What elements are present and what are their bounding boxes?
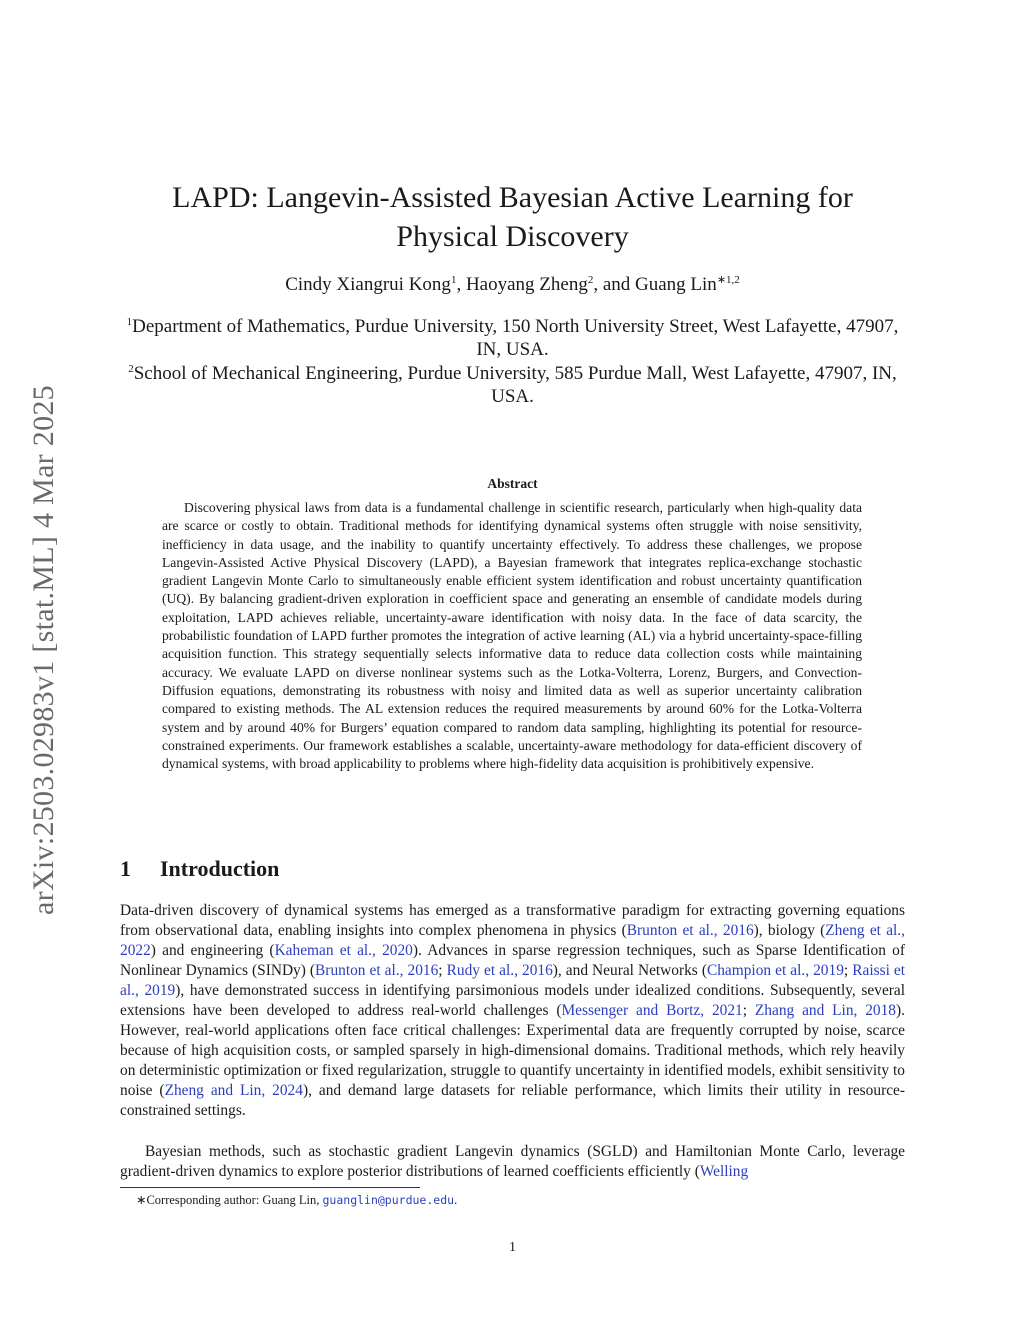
citation-link[interactable]: Zhang and Lin, 2018 <box>754 1002 896 1019</box>
affiliation-text: Department of Mathematics, Purdue University, 150 North University Street, West Lafayette, 47907, IN, USA. <box>132 316 899 360</box>
footnote-punctuation: . <box>454 1193 458 1207</box>
paragraph-text: ; <box>438 962 447 979</box>
footnote-text: ∗Corresponding author: Guang Lin, <box>136 1193 323 1207</box>
paragraph-text: ) and engineering ( <box>150 942 275 959</box>
author-name: Cindy Xiangrui Kong <box>285 274 451 295</box>
paragraph-text: ; <box>742 1002 755 1019</box>
intro-paragraph <box>120 1142 905 1182</box>
citation-link[interactable]: Messenger and Bortz, 2021 <box>561 1002 743 1019</box>
arxiv-identifier-stamp: arXiv:2503.02983v1 [stat.ML] 4 Mar 2025 <box>27 385 60 915</box>
paragraph-text: ), have demonstrated success in identifying parsimonious models under idealized conditions. Subsequently, several extensions have been developed to address real-world challenges ( <box>120 982 906 1019</box>
footnote <box>136 1192 457 1208</box>
page-number: 1 <box>509 1240 516 1255</box>
footnote-divider <box>120 1187 420 1188</box>
affiliation-text: School of Mechanical Engineering, Purdue University, 585 Purdue Mall, West Lafayette, 47907, IN, USA. <box>133 363 897 407</box>
affiliation-mark: 2 <box>128 363 134 375</box>
citation-link[interactable]: Welling <box>699 1163 749 1180</box>
paragraph-text: ), and Neural Networks ( <box>552 962 707 979</box>
abstract-text: Discovering physical laws from data is a fundamental challenge in scientific research, particularly when high-quality data are scarce or costly to obtain. Traditional methods for identifying dynamical systems often struggle with noise sensitivity, inefficiency in data usage, and the inability to quantify uncertainty effectively. To address these challenges, we propose Langevin-Assisted Active Physical Discovery (LAPD), a Bayesian framework that integrates replica-exchange stochastic gradient Langevin Monte Carlo to simultaneously enable efficient system identification and robust uncertainty quantification (UQ). By balancing gradient-driven exploration in coefficient space and generating an ensemble of candidate models during exploitation, LAPD achieves reliable, uncertainty-aware identification with noisy data. In the face of data scarcity, the probabilistic foundation of LAPD further promotes the integration of active learning (AL) via a hybrid uncertainty-space-filling acquisition function. This strategy sequentially selects informative data to reduce data collection costs while maintaining accuracy. We evaluate LAPD on diverse nonlinear systems such as the Lotka-Volterra, Lorenz, Burgers, and Convection-Diffusion equations, demonstrating its robustness with noisy and limited data as well as superior uncertainty calibration compared to existing methods. The AL extension reduces the required measurements by around 60% for the Lotka-Volterra system and by around 40% for Burgers’ equation compared to random data sampling, highlighting its potential for resource-constrained experiments. Our framework establishes a scalable, uncertainty-aware methodology for data-efficient discovery of dynamical systems, with broad applicability to problems where high-fidelity data acquisition is prohibitively expensive. <box>162 500 862 772</box>
citation-link[interactable]: Champion et al., 2019 <box>706 962 844 979</box>
paper-title: LAPD: Langevin-Assisted Bayesian Active Learning for Physical Discovery <box>172 181 853 253</box>
citation-link[interactable]: Raissi et al., 2019 <box>120 962 906 999</box>
citation-link[interactable]: Rudy et al., 2016 <box>446 962 553 979</box>
author-name: Guang Lin <box>635 274 717 295</box>
affiliation <box>120 315 905 361</box>
citation-link[interactable]: Brunton et al., 2016 <box>315 962 439 979</box>
section-number: 1 <box>120 856 131 881</box>
intro-paragraph <box>120 901 905 1121</box>
paragraph-text: ), and demand large datasets for reliable performance, which limits their utility in resource-constrained settings. <box>120 1082 905 1119</box>
citation-link[interactable]: Brunton et al., 2016 <box>626 922 754 939</box>
citation-link[interactable]: Kaheman et al., 2020 <box>274 942 413 959</box>
author-affiliation-mark: ∗1,2 <box>716 274 740 286</box>
paragraph-text: Bayesian methods, such as stochastic gradient Langevin dynamics (SGLD) and Hamiltonian Monte Carlo, leverage gradient-driven dynamics to explore posterior distributions of learned coefficients efficiently ( <box>120 1143 905 1180</box>
author-name: Haoyang Zheng <box>465 274 588 295</box>
author-separator: , <box>456 274 466 295</box>
author-separator: , and <box>593 274 636 295</box>
author-list <box>120 272 905 298</box>
affiliation-mark: 1 <box>126 316 133 328</box>
paragraph-text: ; <box>843 962 853 979</box>
section-heading <box>120 856 279 882</box>
abstract-heading: Abstract <box>487 476 538 491</box>
paragraph-text: Data-driven discovery of dynamical systems has emerged as a transformative paradigm for extracting governing equations from observational data, enabling insights into complex phenomena in physics ( <box>120 902 905 939</box>
affiliation <box>120 362 905 408</box>
citation-link[interactable]: Zheng and Lin, 2024 <box>164 1082 303 1099</box>
paragraph-text: ), biology ( <box>753 922 826 939</box>
author-affiliation-mark: 2 <box>587 274 594 286</box>
author-affiliation-mark: 1 <box>450 274 457 286</box>
section-title: Introduction <box>160 856 280 881</box>
paragraph-text: ). Advances in sparse regression techniques, such as Sparse Identification of Nonlinear Dynamics (SINDy) ( <box>120 942 905 979</box>
citation-link[interactable]: Zheng et al., 2022 <box>120 922 905 959</box>
paragraph-text: ). However, real-world applications often face critical challenges: Experimental data are frequently corrupted by noise, scarce because of high acquisition costs, or sampled sparsely in high-dimensional domains. Traditional methods, which rely heavily on deterministic optimization or fixed regularization, struggle to quantify uncertainty in identified models, exhibit sensitivity to noise ( <box>120 1002 905 1099</box>
author-email-link[interactable]: guanglin@purdue.edu <box>322 1193 455 1207</box>
